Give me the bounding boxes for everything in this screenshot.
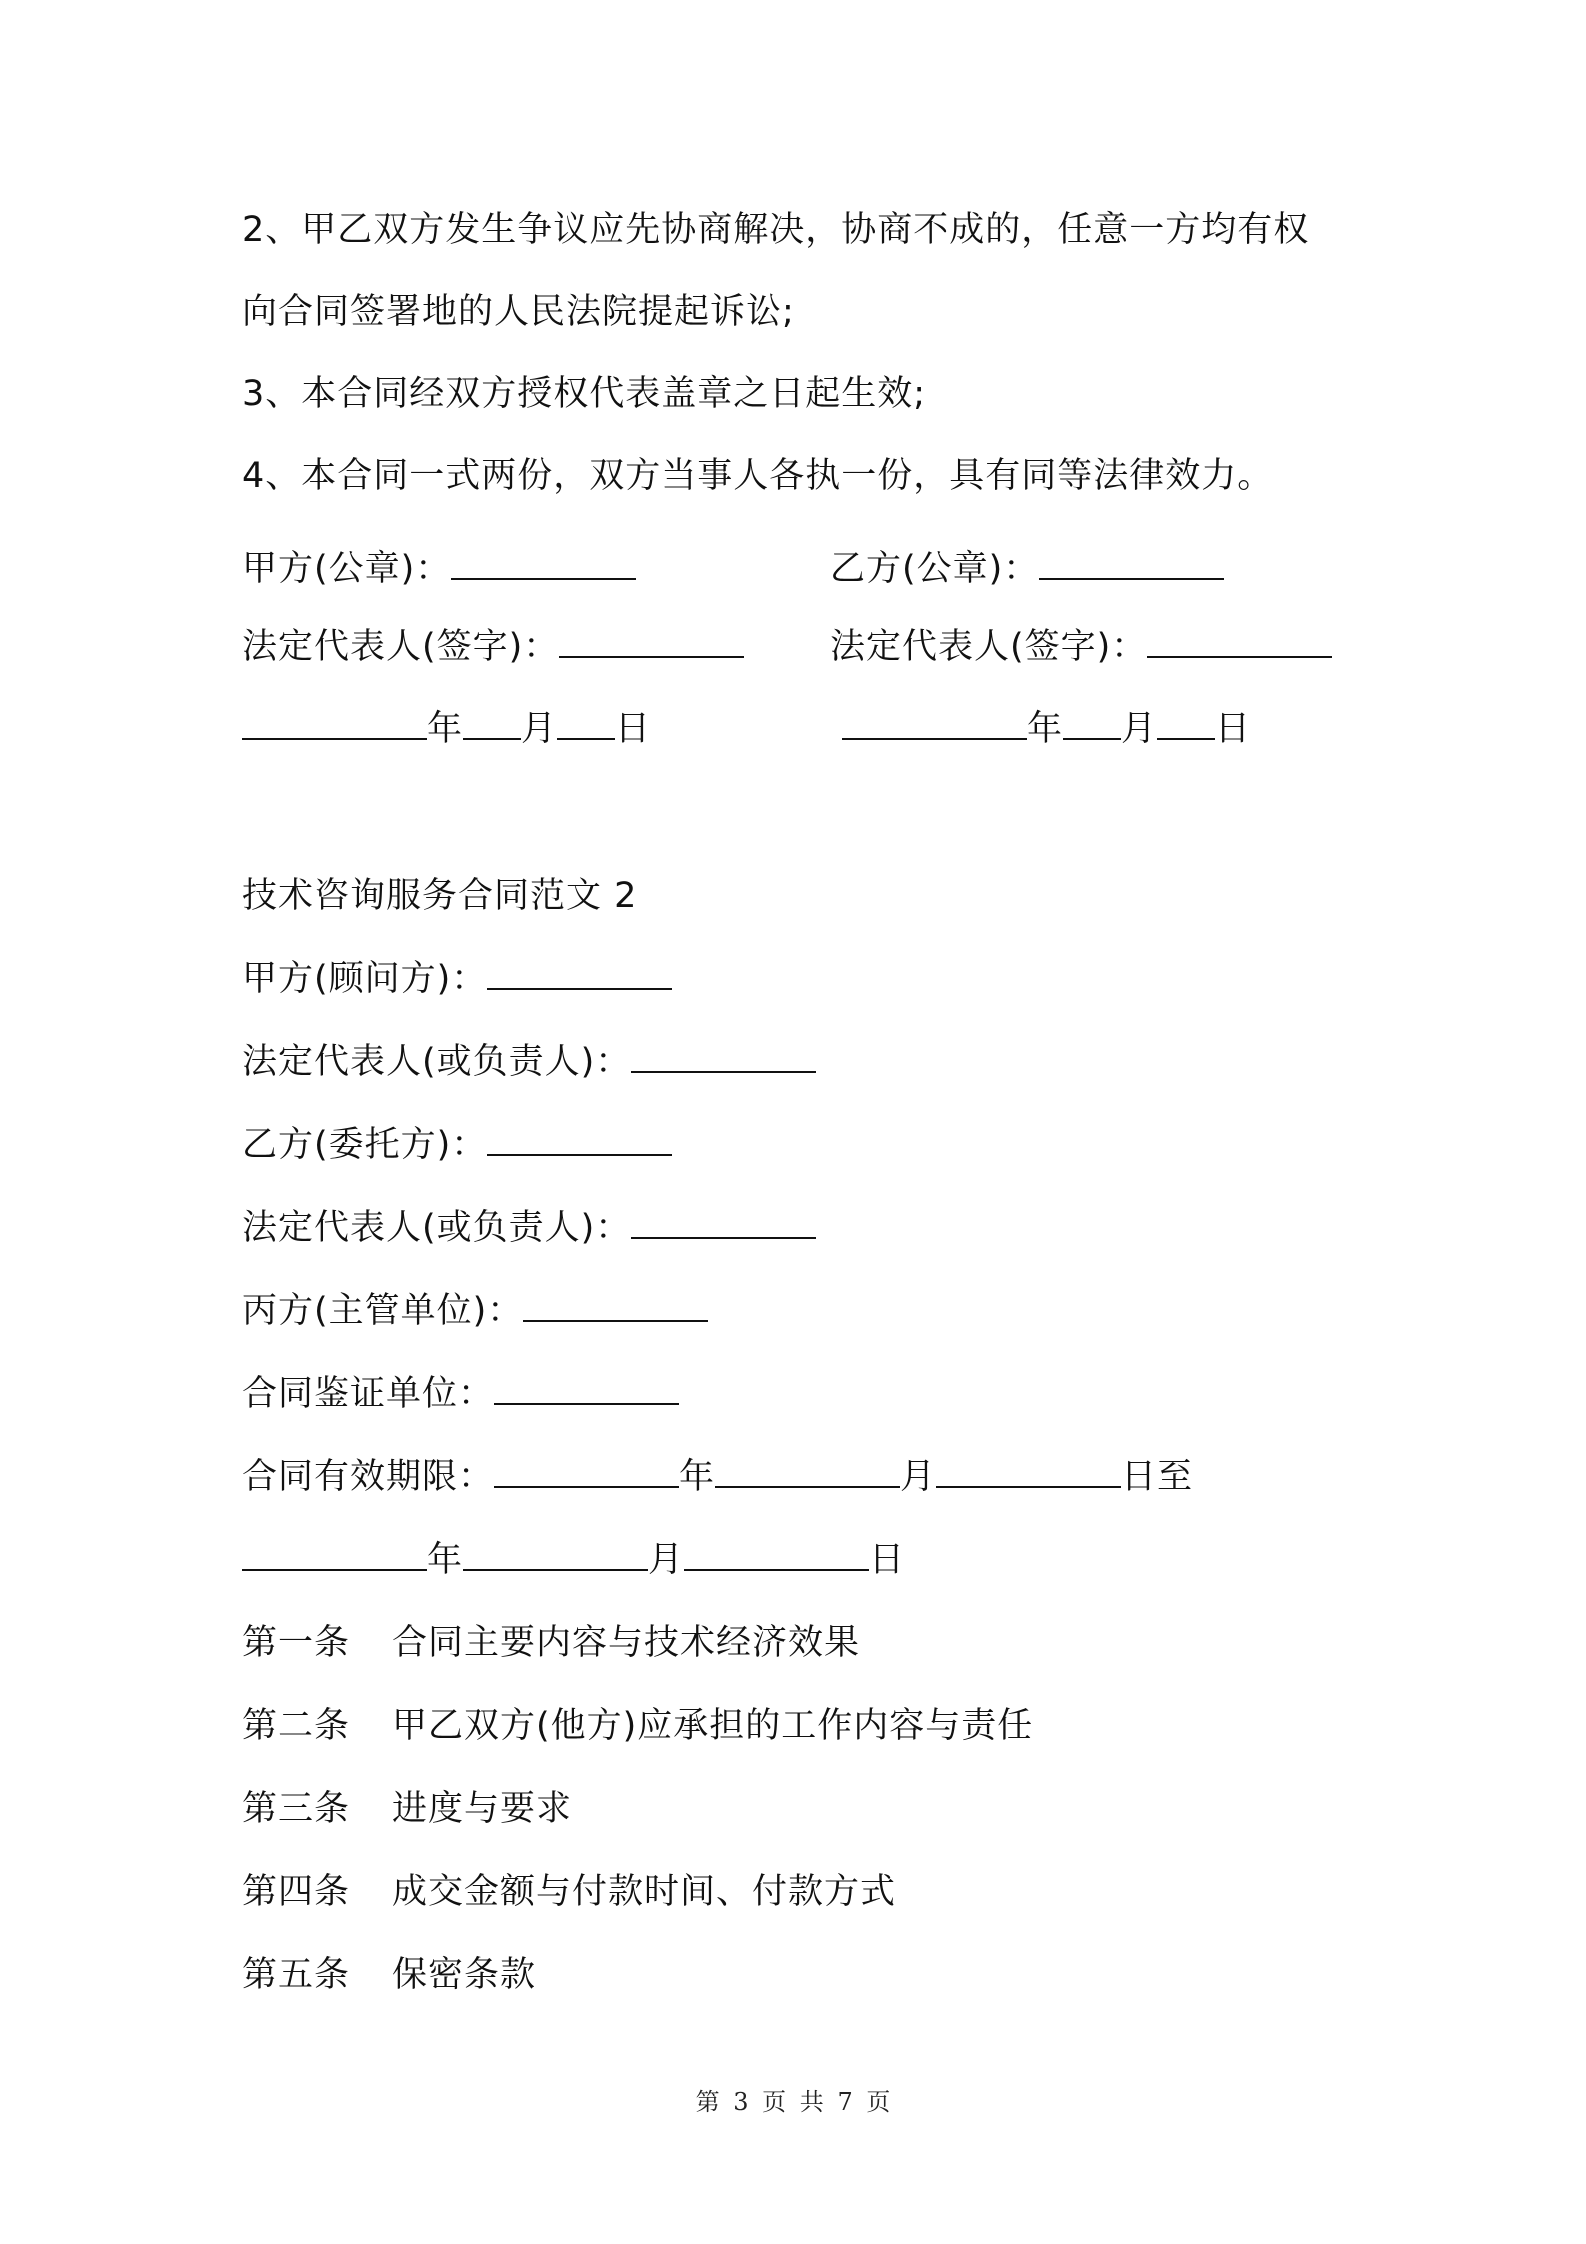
validity-start-year-label: 年: [679, 1457, 716, 1497]
client-party-label: 乙方(委托方)：: [242, 1125, 488, 1165]
clause-text: 进度与要求: [392, 1789, 573, 1829]
validity-start-day-label: 日至: [1121, 1457, 1194, 1497]
party-b-month-blank: [1063, 708, 1121, 740]
party-a-seal-label: 甲方(公章)：: [242, 549, 452, 589]
party-a-year-label: 年: [427, 709, 464, 749]
party-b-month-label: 月: [1121, 709, 1158, 749]
validity-start-month-label: 月: [900, 1457, 937, 1497]
validity-end-field: [242, 1536, 905, 1584]
clause-text: 保密条款: [392, 1955, 537, 1995]
verification-unit-blank: [494, 1373, 679, 1405]
clause-item: [242, 1785, 572, 1833]
party-b-seal-label: 乙方(公章)：: [830, 549, 1040, 589]
validity-start-month-blank: [715, 1456, 900, 1488]
term-item-3: 3、本合同经双方授权代表盖章之日起生效;: [242, 374, 927, 414]
template-2-title: 技术咨询服务合同范文 2: [242, 876, 638, 916]
clause-number: 第五条: [242, 1955, 351, 1995]
party-b-rep-sign-label: 法定代表人(签字)：: [830, 627, 1148, 667]
party-a-date-field: [242, 705, 651, 753]
validity-end-day-blank: [684, 1539, 869, 1571]
supervisor-party-blank: [523, 1290, 708, 1322]
validity-start-year-blank: [494, 1456, 679, 1488]
party-a-rep-sign-field: [242, 623, 744, 671]
party-b-seal-field: [830, 545, 1224, 593]
party-b-rep-sign-blank: [1147, 626, 1332, 658]
party-b-rep-sign-field: [830, 623, 1332, 671]
consultant-party-field: [242, 955, 672, 1003]
clause-item: [242, 1702, 1033, 1750]
party-b-year-label: 年: [1027, 709, 1064, 749]
term-item-2-line-1: 2、甲乙双方发生争议应先协商解决，协商不成的，任意一方均有权: [242, 210, 1310, 250]
clause-number: 第二条: [242, 1706, 351, 1746]
consultant-party-blank: [487, 958, 672, 990]
clause-number: 第四条: [242, 1872, 351, 1912]
validity-end-month-label: 月: [648, 1540, 685, 1580]
party-a-day-blank: [557, 708, 615, 740]
validity-end-year-blank: [242, 1539, 427, 1571]
party-a-rep-sign-blank: [559, 626, 744, 658]
party-b-seal-blank: [1039, 548, 1224, 580]
client-rep-blank: [631, 1207, 816, 1239]
validity-end-day-label: 日: [869, 1540, 906, 1580]
page-number: 第 3 页 共 7 页: [695, 2088, 891, 2116]
supervisor-party-field: [242, 1287, 708, 1335]
clause-item: [242, 1619, 860, 1667]
party-a-rep-sign-label: 法定代表人(签字)：: [242, 627, 560, 667]
validity-start-field: [242, 1453, 1193, 1501]
client-party-field: [242, 1121, 672, 1169]
client-rep-field: [242, 1204, 816, 1252]
party-b-day-blank: [1157, 708, 1215, 740]
supervisor-party-label: 丙方(主管单位)：: [242, 1291, 524, 1331]
verification-unit-field: [242, 1370, 679, 1418]
party-a-month-label: 月: [521, 709, 558, 749]
clause-text: 合同主要内容与技术经济效果: [392, 1623, 861, 1663]
client-party-blank: [487, 1124, 672, 1156]
party-a-seal-field: [242, 545, 636, 593]
validity-start-day-blank: [936, 1456, 1121, 1488]
consultant-rep-field: [242, 1038, 816, 1086]
clause-text: 成交金额与付款时间、付款方式: [392, 1872, 897, 1912]
clause-text: 甲乙双方(他方)应承担的工作内容与责任: [392, 1706, 1034, 1746]
party-a-day-label: 日: [615, 709, 652, 749]
validity-label: 合同有效期限：: [242, 1457, 495, 1497]
verification-unit-label: 合同鉴证单位：: [242, 1374, 495, 1414]
consultant-rep-blank: [631, 1041, 816, 1073]
term-item-4: 4、本合同一式两份，双方当事人各执一份，具有同等法律效力。: [242, 456, 1274, 496]
party-b-year-blank: [842, 708, 1027, 740]
clause-item: [242, 1868, 896, 1916]
party-b-date-field: [842, 705, 1251, 753]
party-a-month-blank: [463, 708, 521, 740]
party-b-day-label: 日: [1215, 709, 1252, 749]
clause-number: 第三条: [242, 1789, 351, 1829]
validity-end-year-label: 年: [427, 1540, 464, 1580]
consultant-party-label: 甲方(顾问方)：: [242, 959, 488, 999]
client-rep-label: 法定代表人(或负责人)：: [242, 1208, 632, 1248]
clause-number: 第一条: [242, 1623, 351, 1663]
clause-item: [242, 1951, 536, 1999]
consultant-rep-label: 法定代表人(或负责人)：: [242, 1042, 632, 1082]
validity-end-month-blank: [463, 1539, 648, 1571]
party-a-year-blank: [242, 708, 427, 740]
term-item-2-line-2: 向合同签署地的人民法院提起诉讼;: [242, 292, 795, 332]
party-a-seal-blank: [451, 548, 636, 580]
